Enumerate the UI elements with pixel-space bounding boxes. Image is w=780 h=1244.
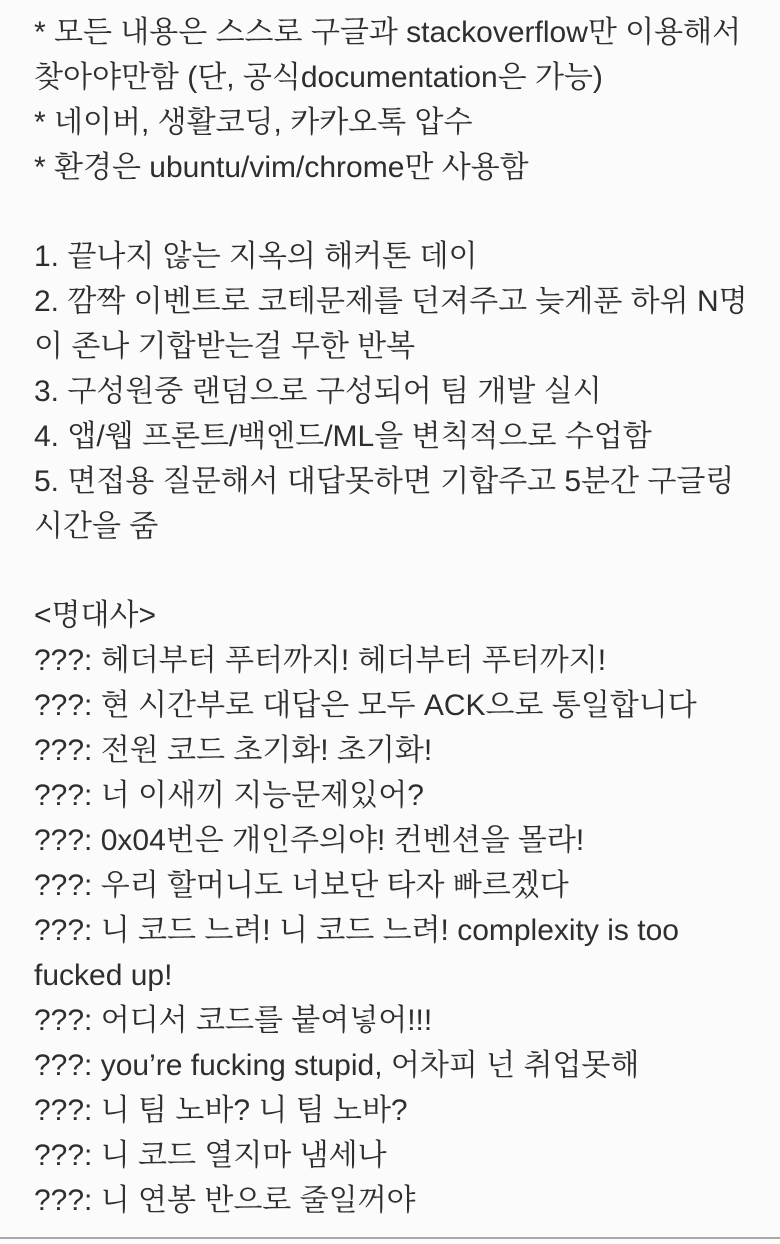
schedule-item: 5. 면접용 질문해서 대답못하면 기합주고 5분간 구글링시간을 줌 [34,465,735,543]
quote-line: ???: 니 팀 노바? 니 팀 노바? [34,1094,408,1127]
rules-section [34,10,748,190]
schedule-item: 3. 구성원중 랜덤으로 구성되어 팀 개발 실시 [34,375,602,408]
schedule-item: 4. 앱/웹 프론트/백엔드/ML을 변칙적으로 수업함 [34,420,652,453]
schedule-item: 2. 깜짝 이벤트로 코테문제를 던져주고 늦게푼 하위 N명이 존나 기합받는걸 무한 반복 [34,285,748,363]
quotes-section [34,593,748,1223]
bottom-divider [0,1237,780,1239]
quote-line: ???: 어디서 코드를 붙여넣어!!! [34,1004,433,1037]
quote-line: ???: 헤더부터 푸터까지! 헤더부터 푸터까지! [34,644,607,677]
quote-line: ???: 니 코드 열지마 냄세나 [34,1139,387,1172]
quote-line: ???: you’re fucking stupid, 어차피 넌 취업못해 [34,1049,640,1082]
quote-line: ???: 니 연봉 반으로 줄일꺼야 [34,1184,416,1217]
quote-line: ???: 니 코드 느려! 니 코드 느려! complexity is too fucked up! [34,914,679,992]
rule-item: * 모든 내용은 스스로 구글과 stackoverflow만 이용해서 찾아야만함 (단, 공식documentation은 가능) [34,16,742,94]
quotes-heading: <명대사> [34,599,156,632]
quote-line: ???: 현 시간부로 대답은 모두 ACK으로 통일합니다 [34,689,697,722]
quote-line: ???: 0x04번은 개인주의야! 컨벤션을 몰라! [34,824,585,857]
schedule-item: 1. 끝나지 않는 지옥의 해커톤 데이 [34,240,478,273]
rule-item: * 네이버, 생활코딩, 카카오톡 압수 [34,106,473,139]
quote-line: ???: 너 이새끼 지능문제있어? [34,779,424,812]
schedule-section [34,234,748,549]
rule-item: * 환경은 ubuntu/vim/chrome만 사용함 [34,151,529,184]
quote-line: ???: 전원 코드 초기화! 초기화! [34,734,433,767]
quote-line: ???: 우리 할머니도 너보단 타자 빠르겠다 [34,869,569,902]
